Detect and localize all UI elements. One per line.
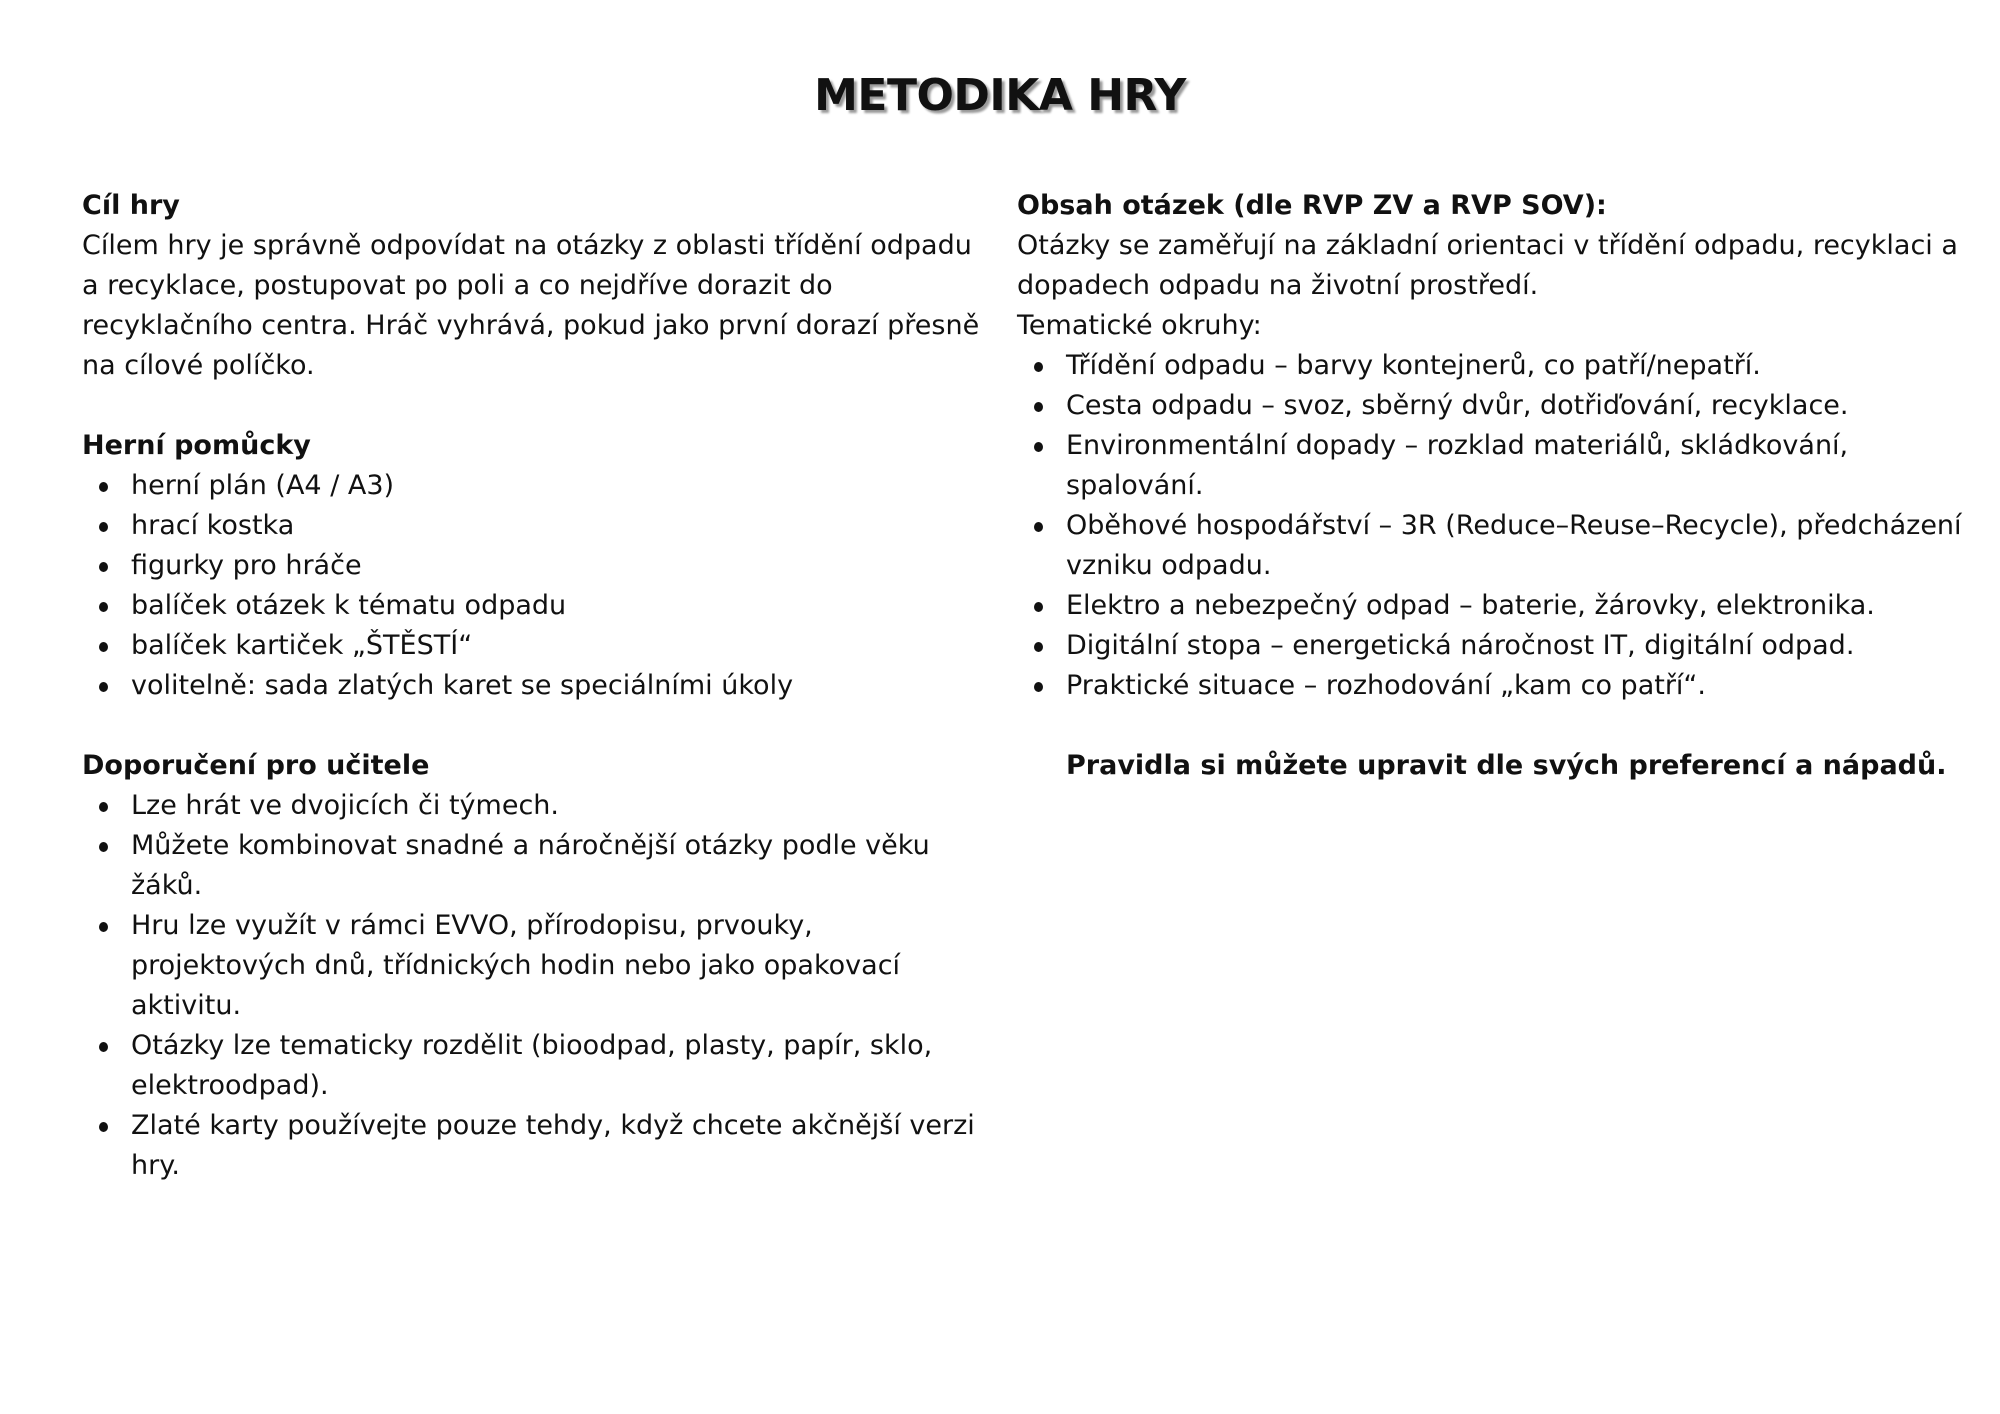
bullet-icon [99,1042,108,1052]
tools-list [82,466,982,706]
bullet-icon [99,642,108,652]
list-item: volitelně: sada zlatých karet se speciálními úkoly [131,666,982,706]
bullet-icon [1034,642,1043,652]
page-title: METODIKA HRY [814,70,1186,121]
list-item: herní plán (A4 / A3) [131,466,982,506]
section-goal [82,186,982,386]
bullet-icon [99,562,108,572]
teachers-heading: Doporučení pro učitele [82,750,430,781]
left-column [82,186,982,1226]
list-item: Můžete kombinovat snadné a náročnější otázky podle věku žáků. [131,826,982,906]
content-text: Otázky se zaměřují na základní orientaci v třídění odpadu, recyklaci a dopadech odpadu na životní prostředí. [1017,230,1958,301]
bullet-icon [1034,522,1043,532]
bullet-icon [99,842,108,852]
section-teachers [82,746,982,1186]
bullet-icon [99,602,108,612]
list-item: balíček kartiček „ŠTĚSTÍ“ [131,626,982,666]
tools-heading: Herní pomůcky [82,430,311,461]
list-item: balíček otázek k tématu odpadu [131,586,982,626]
list-item: Lze hrát ve dvojicích či týmech. [131,786,982,826]
list-item: Cesta odpadu – svoz, sběrný dvůr, dotřiďování, recyklace. [1066,386,1967,426]
bullet-icon [99,922,108,932]
rules-note: Pravidla si můžete upravit dle svých preferencí a nápadů. [1066,750,1947,781]
right-column [1017,186,1967,786]
content-subheading: Tematické okruhy: [1017,310,1262,341]
list-item: Třídění odpadu – barvy kontejnerů, co patří/nepatří. [1066,346,1967,386]
list-item: Praktické situace – rozhodování „kam co patří“. [1066,666,1967,706]
list-item: figurky pro hráče [131,546,982,586]
list-item: Hru lze využít v rámci EVVO, přírodopisu, prvouky, projektových dnů, třídnických hodin nebo jako opakovací aktivitu. [131,906,982,1026]
bullet-icon [1034,602,1043,612]
bullet-icon [1034,442,1043,452]
list-item: Elektro a nebezpečný odpad – baterie, žárovky, elektronika. [1066,586,1967,626]
bullet-icon [99,522,108,532]
list-item: Digitální stopa – energetická náročnost IT, digitální odpad. [1066,626,1967,666]
bullet-icon [99,1122,108,1132]
section-tools [82,426,982,706]
bullet-icon [1034,682,1043,692]
bullet-icon [1034,362,1043,372]
bullet-icon [99,682,108,692]
list-item: Oběhové hospodářství – 3R (Reduce–Reuse–Recycle), předcházení vzniku odpadu. [1066,506,1967,586]
list-item: Otázky lze tematicky rozdělit (bioodpad, plasty, papír, sklo, elektroodpad). [131,1026,982,1106]
bullet-icon [99,482,108,492]
content-heading: Obsah otázek (dle RVP ZV a RVP SOV): [1017,190,1607,221]
bullet-icon [1034,402,1043,412]
bullet-icon [99,802,108,812]
list-item: Environmentální dopady – rozklad materiálů, skládkování, spalování. [1066,426,1967,506]
list-item: hrací kostka [131,506,982,546]
section-content [1017,186,1967,706]
goal-text: Cílem hry je správně odpovídat na otázky z oblasti třídění odpadu a recyklace, postupovat po poli a co nejdříve dorazit do recyklačního centra. Hráč vyhrává, pokud jako první dorazí přesně na cílové políčko. [82,230,980,381]
list-item: Zlaté karty používejte pouze tehdy, když chcete akčnější verzi hry. [131,1106,982,1186]
topics-list [1017,346,1967,706]
goal-heading: Cíl hry [82,190,180,221]
teachers-list [82,786,982,1186]
